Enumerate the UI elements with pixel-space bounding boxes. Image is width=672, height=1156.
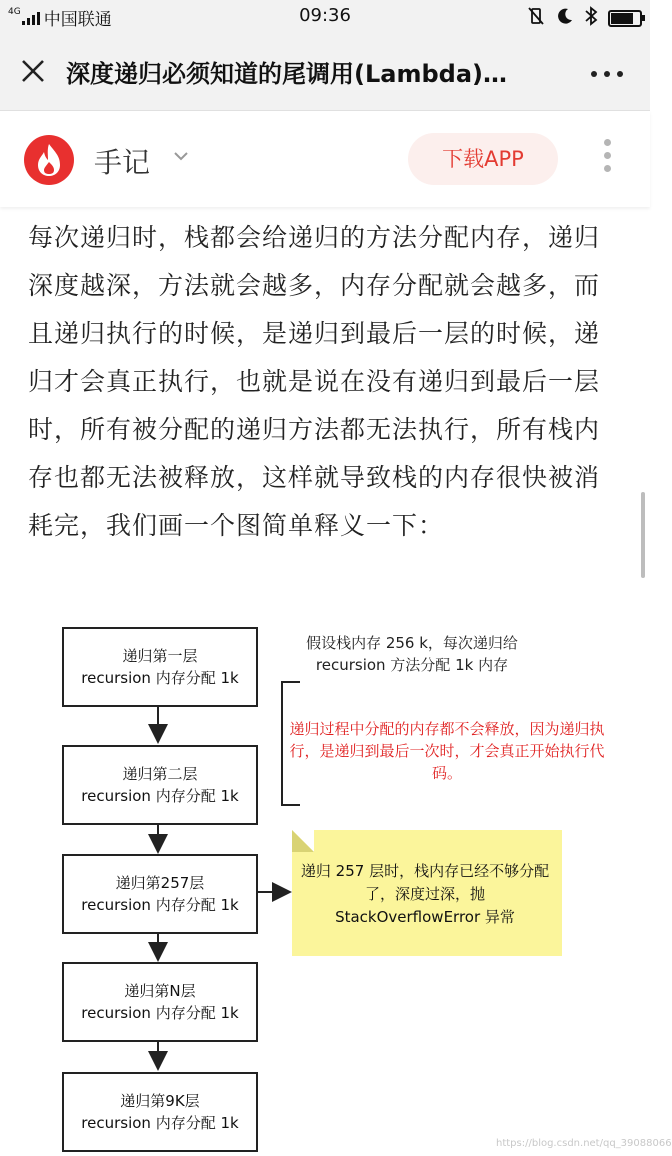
box-title: 递归第9K层 xyxy=(120,1092,200,1110)
clock: 09:36 xyxy=(299,5,351,26)
title-bar xyxy=(0,34,650,111)
status-bar xyxy=(0,0,650,34)
app-name[interactable]: 手记 xyxy=(94,146,151,179)
close-icon[interactable] xyxy=(18,56,48,86)
recursion-diagram xyxy=(0,600,650,1156)
scrollbar[interactable] xyxy=(641,492,645,578)
box-title: 递归第N层 xyxy=(124,982,196,1000)
recursion-box-1 xyxy=(62,627,258,707)
app-logo-icon[interactable] xyxy=(24,135,74,185)
folded-corner-icon xyxy=(292,830,314,852)
memory-release-note: 递归过程中分配的内存都不会释放，因为递归执行，是递归到最后一次时，才会真正开始执行代码。 xyxy=(289,720,605,782)
box-title: 递归第257层 xyxy=(115,874,205,892)
status-right xyxy=(526,6,642,31)
download-app-button[interactable]: 下载APP xyxy=(408,133,558,185)
box-sub: recursion 内存分配 1k xyxy=(81,669,239,687)
bluetooth-icon xyxy=(584,6,598,31)
chevron-down-icon[interactable] xyxy=(172,147,190,165)
moon-icon xyxy=(556,7,574,30)
battery-icon xyxy=(608,10,642,27)
stack-overflow-sticky-note xyxy=(292,830,562,956)
stack-assumption-note: 假设栈内存 256 k，每次递归给recursion 方法分配 1k 内存 xyxy=(306,634,518,674)
network-type: 4G xyxy=(8,6,21,17)
more-vertical-icon[interactable] xyxy=(600,139,614,179)
vibrate-off-icon xyxy=(526,6,546,31)
box-sub: recursion 内存分配 1k xyxy=(81,1004,239,1022)
box-sub: recursion 内存分配 1k xyxy=(81,787,239,805)
recursion-box-4 xyxy=(62,962,258,1042)
watermark: https://blog.csdn.net/qq_39088066 xyxy=(496,1138,672,1149)
box-sub: recursion 内存分配 1k xyxy=(81,896,239,914)
box-title: 递归第二层 xyxy=(122,765,198,783)
article-paragraph: 每次递归时，栈都会给递归的方法分配内存，递归深度越深，方法就会越多，内存分配就会越多，而且递归执行的时候，是递归到最后一层的时候，递归才会真正执行，也就是说在没有递归到最后一层时，所有被分配的递归方法都无法执行，所有栈内存也都无法被释放，这样就导致栈的内存很快被消耗完，我们画一个图简单释义一下： xyxy=(28,223,601,540)
app-banner xyxy=(0,111,650,207)
box-title: 递归第一层 xyxy=(122,647,198,665)
recursion-box-5 xyxy=(62,1072,258,1152)
box-sub: recursion 内存分配 1k xyxy=(81,1114,239,1132)
carrier-name: 中国联通 xyxy=(43,10,112,30)
page-title: 深度递归必须知道的尾调用(Lambda)… xyxy=(66,60,507,88)
recursion-box-2 xyxy=(62,745,258,825)
recursion-box-3 xyxy=(62,854,258,934)
sticky-note-text: 递归 257 层时，栈内存已经不够分配了，深度过深，抛 StackOverflowError 异常 xyxy=(300,862,550,926)
more-horizontal-icon[interactable] xyxy=(590,56,624,86)
